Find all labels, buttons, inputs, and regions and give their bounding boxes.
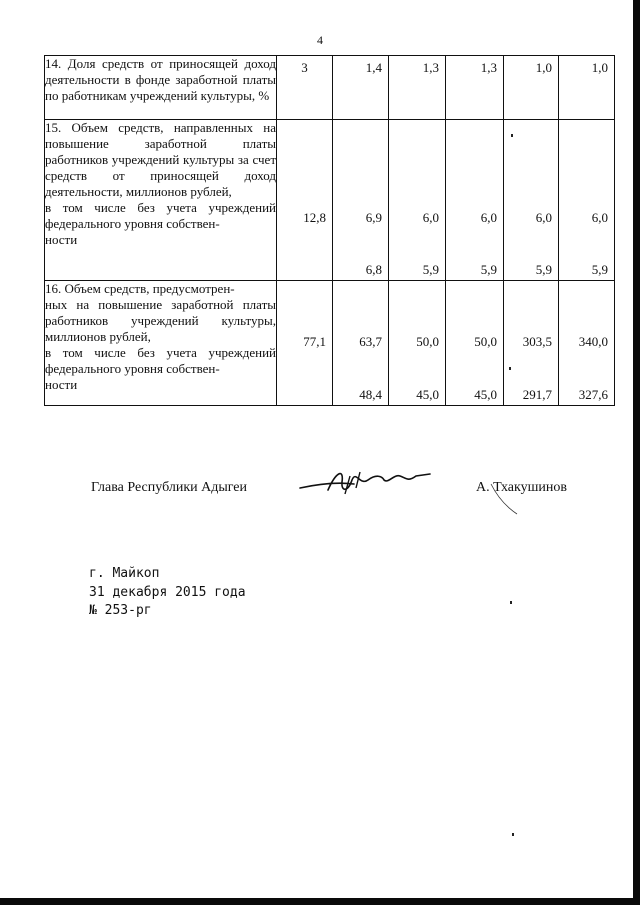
scan-speck — [510, 601, 512, 604]
indicators-table — [44, 55, 615, 406]
value-cell — [559, 120, 615, 281]
row-label: 15. Объем средств, направленных на повышение заработной платы работников учреждений культуры за счет средств от приносящей доход деятельности, миллионов рублей, в том числе без учета учреждений федерального уровня собствен- ности — [45, 120, 277, 281]
cell-value: 6,0 — [535, 210, 552, 225]
cell-value: 6,9 — [365, 210, 382, 225]
value-cell — [389, 56, 446, 120]
value-cell — [333, 281, 389, 406]
value-cell — [389, 281, 446, 406]
cell-value: 63,7 — [359, 334, 382, 349]
cell-subvalue: 5,9 — [535, 262, 552, 277]
scan-speck — [509, 367, 511, 370]
signatory-title: Глава Республики Адыгеи — [91, 480, 248, 495]
value-cell — [333, 120, 389, 281]
cell-value: 1,4 — [365, 60, 382, 75]
value-cell — [277, 56, 333, 120]
document-date: 31 декабря 2015 года — [89, 585, 246, 600]
value-cell — [389, 120, 446, 281]
cell-value: 1,3 — [422, 60, 439, 75]
cell-subvalue: 291,7 — [522, 387, 552, 402]
cell-value: 303,5 — [522, 334, 552, 349]
value-cell — [504, 56, 559, 120]
value-cell — [504, 120, 559, 281]
page-number: 4 — [317, 33, 323, 47]
value-cell — [333, 56, 389, 120]
table-row — [45, 120, 615, 281]
cell-value: 6,0 — [422, 210, 439, 225]
handwritten-signature — [298, 462, 438, 502]
cell-value: 6,0 — [591, 210, 608, 225]
cell-subvalue: 5,9 — [480, 262, 497, 277]
signatory-name: А. Тхакушинов — [476, 480, 567, 495]
cell-subvalue: 6,8 — [365, 262, 382, 277]
cell-subvalue: 45,0 — [416, 387, 439, 402]
value-cell — [446, 56, 504, 120]
cell-subvalue: 48,4 — [359, 387, 382, 402]
cell-value: 12,8 — [303, 210, 326, 225]
scan-edge-bottom — [0, 898, 640, 905]
cell-subvalue: 327,6 — [578, 387, 608, 402]
row-label: 16. Объем средств, предусмотрен- ных на повышение заработной платы работников учреждений культуры, миллионов рублей, в том числе без учета учреждений федерального уровня собствен- ности — [45, 281, 277, 406]
cell-value: 50,0 — [416, 334, 439, 349]
document-city: г. Майкоп — [89, 566, 160, 581]
cell-value: 77,1 — [303, 334, 326, 349]
cell-value: 50,0 — [474, 334, 497, 349]
row-label: 14. Доля средств от приносящей доход деятельности в фонде заработной платы по работникам учреждений культуры, % — [45, 56, 277, 120]
value-cell — [446, 120, 504, 281]
cell-value: 6,0 — [480, 210, 497, 225]
cell-value: 1,3 — [480, 60, 497, 75]
cell-value: 1,0 — [591, 60, 608, 75]
value-cell — [559, 281, 615, 406]
signature-stroke — [489, 482, 519, 516]
cell-value: 340,0 — [578, 334, 608, 349]
cell-subvalue: 5,9 — [422, 262, 439, 277]
cell-value: 3 — [301, 60, 308, 75]
document-number: № 253-рг — [89, 603, 152, 618]
cell-value: 1,0 — [535, 60, 552, 75]
table-row — [45, 56, 615, 120]
cell-subvalue: 5,9 — [591, 262, 608, 277]
scan-speck — [512, 833, 514, 836]
scan-speck — [511, 134, 513, 137]
value-cell — [446, 281, 504, 406]
value-cell — [277, 281, 333, 406]
table-row — [45, 281, 615, 406]
scan-edge-right — [633, 0, 640, 905]
value-cell — [504, 281, 559, 406]
cell-subvalue: 45,0 — [474, 387, 497, 402]
value-cell — [277, 120, 333, 281]
value-cell — [559, 56, 615, 120]
